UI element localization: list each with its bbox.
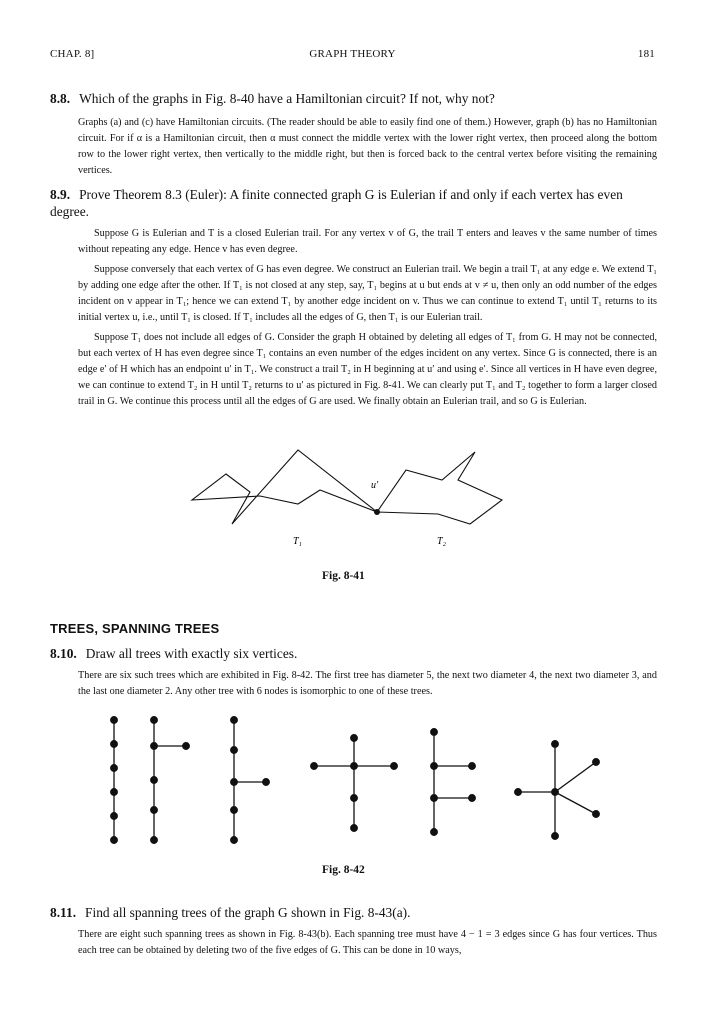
proof-paragraph-2: Suppose conversely that each vertex of G has even degree. We construct an Eulerian trail. We begin a trail T₁ at any edge e. We extend T₁ by adding one edge after the other. If T₁ is not closed at any step, say, T₁ begins at u but ends at v ≠ u, then only an odd number of the edges incident on v appear in T₁; hence we can extend T₁ by another edge incident on v. Thus we can continue to extend T₁ until T₁ returns to its initial vertex u, i.e., until T₁ is closed. If T₁ includes all the edges of G, then T₁ is our Eulerian trail. (78, 264, 657, 323)
answer-paragraph: There are six such trees which are exhibited in Fig. 8-42. The first tree has diameter 5, the next two diameter 4, the next two diameter 3, and the last one diameter 2. Any other tree with 6 nodes is isomorphic to one of these trees. (78, 670, 657, 697)
proof-paragraph-1: Suppose G is Eulerian and T is a closed Eulerian trail. For any vertex v of G, the trail T enters and leaves v the same number of times without repeating any edge. Hence v has even degree. (78, 228, 657, 255)
figure-8-42 (100, 710, 620, 860)
vertex-u-prime (374, 509, 380, 515)
problem-number: 8.9. (50, 187, 71, 202)
tree-diameter-4-b (231, 717, 270, 844)
problem-8-8 (50, 90, 657, 179)
tree-diameter-3-b (431, 729, 476, 836)
problem-number: 8.10. (50, 646, 77, 661)
problem-8-11 (50, 904, 657, 959)
question-text: Draw all trees with exactly six vertices. (85, 646, 298, 661)
problem-8-9 (50, 186, 657, 410)
running-head (50, 48, 655, 64)
tree-diameter-3-a (311, 735, 398, 832)
proof-paragraph-3: Suppose T₁ does not include all edges of G. Consider the graph H obtained by deleting all edges of T₁ from G. H may not be connected, but each vertex of H has even degree since T₁ contains an even number of the edges incident on any vertex. Since G is connected, there is an edge e′ of H which has an endpoint u′ in T₁. We construct a trail T₂ in H beginning at u′ and using e′. Since all vertices in H have even degree, we can continue to extend T₂ in H until T₂ returns to u′ as pictured in Fig. 8-41. We can clearly put T₁ and T₂ together to form a larger closed trail in G. We continue this process until all the edges of G are used. We finally obtain an Eulerian trail, and so G is Eulerian. (78, 332, 657, 407)
problem-8-8-answer (78, 115, 657, 179)
answer-paragraph: There are eight such spanning trees as shown in Fig. 8-43(b). Each spanning tree must have 4 − 1 = 3 edges since G has four vertices. Thus each tree can be obtained by deleting two of the five edges of G. This can be done in 10 ways, (78, 929, 657, 956)
trail-t2 (377, 452, 502, 524)
problem-number: 8.8. (50, 91, 71, 106)
section-heading: TREES, SPANNING TREES (50, 621, 220, 636)
problem-8-10-question (50, 645, 657, 662)
problem-8-11-question (50, 904, 657, 921)
problem-8-10-answer (78, 668, 657, 700)
problem-8-11-answer (78, 927, 657, 959)
label-t1: T₁ (293, 536, 303, 547)
trail-t1 (192, 450, 377, 524)
label-t2: T₂ (437, 536, 447, 547)
question-text: Which of the graphs in Fig. 8-40 have a Hamiltonian circuit? If not, why not? (79, 91, 495, 106)
problem-8-9-proof (78, 226, 657, 410)
question-text: Prove Theorem 8.3 (Euler): A finite connected graph G is Eulerian if and only if each vertex has even degree. (50, 187, 623, 219)
problem-8-10 (50, 645, 657, 700)
answer-paragraph: Graphs (a) and (c) have Hamiltonian circuits. (The reader should be able to easily find one of them.) However, graph (b) has no Hamiltonian circuit. For if α is a Hamiltonian circuit, then α must connect the middle vertex with the lower right vertex, then proceed along the bottom row to the lower right vertex, then vertically to the middle right, but then is forced back to the central vertex before visiting the remaining vertices. (78, 117, 657, 176)
problem-8-9-question (50, 186, 657, 220)
figure-8-42-caption: Fig. 8-42 (322, 864, 365, 876)
page-number: 181 (637, 48, 655, 60)
tree-diameter-5 (111, 717, 118, 844)
label-u-prime: u′ (371, 480, 379, 491)
question-text: Find all spanning trees of the graph G shown in Fig. 8-43(a). (85, 905, 411, 920)
chapter-title: GRAPH THEORY (309, 48, 396, 60)
figure-8-41-caption: Fig. 8-41 (322, 570, 365, 582)
tree-diameter-4-a (151, 717, 190, 844)
chapter-label: CHAP. 8] (50, 48, 95, 60)
problem-number: 8.11. (50, 905, 77, 920)
tree-diameter-2 (515, 741, 600, 840)
figure-8-41 (180, 448, 520, 558)
problem-8-8-question (50, 90, 657, 107)
